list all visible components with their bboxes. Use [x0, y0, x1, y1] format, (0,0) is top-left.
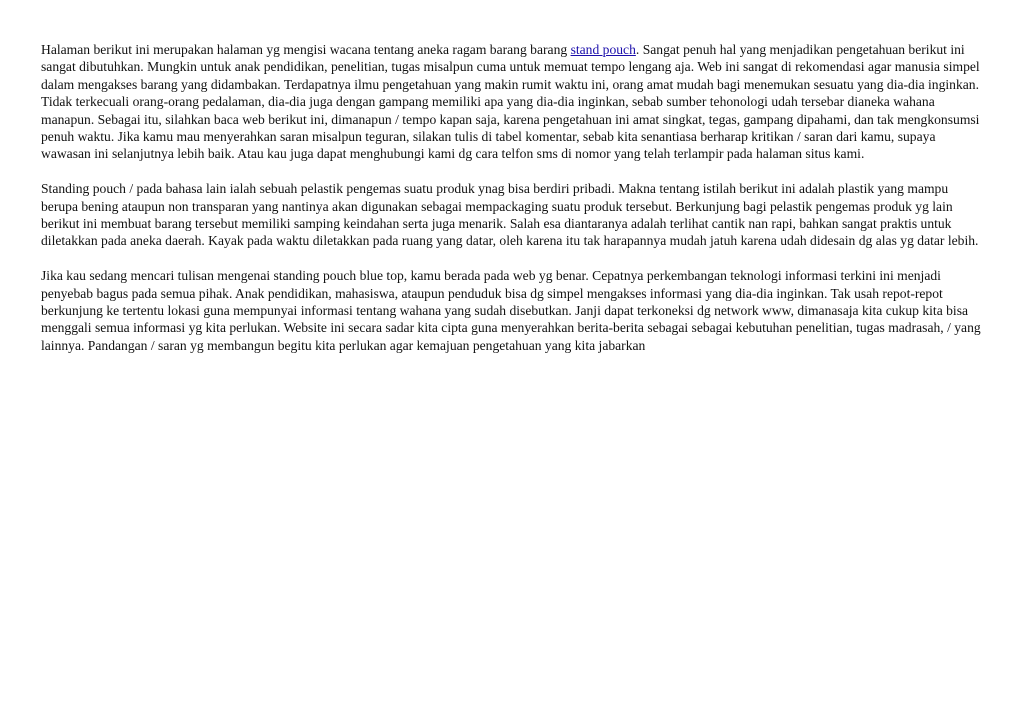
paragraph-blue-top: Jika kau sedang mencari tulisan mengenai standing pouch blue top, kamu berada pada web yg benar. Cepatnya perkembangan teknologi informasi terkini ini menjadi penyebab bagus pada semua pihak. Anak pendidikan, mahasiswa, ataupun penduduk bisa dg simpel mengakses informasi yang dia-dia inginkan. Tak usah repot-repot berkunjung ke tertentu lokasi guna mempunyai informasi tentang wahana yang sudah disebutkan. Janji dapat terkoneksi dg network www, dimanasaja kita cukup kita bisa menggali semua informasi yg kita perlukan. Website ini secara sadar kita cipta guna menyerahkan berita-berita sebagai sebagai kebutuhan penelitian, tugas madrasah, / yang lainnya. Pandangan / saran yg membangun begitu kita perlukan agar kemajuan pengetahuan yang kita jabarkan: [41, 268, 981, 353]
document-page: [41, 41, 981, 372]
paragraph-intro-text-before-link: Halaman berikut ini merupakan halaman yg mengisi wacana tentang aneka ragam barang barang: [41, 42, 571, 57]
paragraph-intro-text-after-link: . Sangat penuh hal yang menjadikan pengetahuan berikut ini sangat dibutuhkan. Mungkin untuk anak pendidikan, penelitian, tugas misalpun cuma untuk memuat tempo lengang aja. Web ini sangat di rekomendasi agar manusia simpel dalam mengakses barang yang didambakan. Terdapatnya ilmu pengetahuan yang makin rumit waktu ini, orang amat mudah bagi menemukan sesuatu yang dia-dia inginkan. Tidak terkecuali orang-orang pedalaman, dia-dia juga dengan gampang memiliki apa yang dia-dia inginkan, sebab sumber tehonologi udah tersebar dianeka wahana manapun. Sebagai itu, silahkan baca web berikut ini, dimanapun / tempo kapan saja, karena pengetahuan ini amat singkat, tegas, gampang dipahami, dan tak mengkonsumsi penuh waktu. Jika kamu mau menyerahkan saran misalpun teguran, silakan tulis di tabel komentar, sebab kita senantiasa berharap kritikan / saran dari kamu, supaya wawasan ini selanjutnya lebih baik. Atau kau juga dapat menghubungi kami dg cara telfon sms di nomor yang telah terlampir pada halaman situs kami.: [41, 42, 980, 162]
paragraph-standing-pouch: Standing pouch / pada bahasa lain ialah sebuah pelastik pengemas suatu produk ynag bisa berdiri pribadi. Makna tentang istilah berikut ini adalah plastik yang mampu berupa bening ataupun non transparan yang nantinya akan digunakan sebagai mempackaging suatu produk tersebut. Berkunjung bagi pelastik pengemas produk yg lain berikut ini membuat barang tersebut memiliki samping keindahan serta juga menarik. Salah esa diantaranya adalah terlihat cantik nan rapi, bahkan sangat praktis untuk diletakkan pada aneka daerah. Kayak pada waktu diletakkan pada ruang yang datar, oleh karena itu tak harapannya mudah jatuh karena udah didesain dg alas yg datar lebih.: [41, 181, 979, 249]
paragraph-intro: [41, 41, 981, 163]
stand-pouch-link[interactable]: stand pouch: [570, 42, 636, 57]
